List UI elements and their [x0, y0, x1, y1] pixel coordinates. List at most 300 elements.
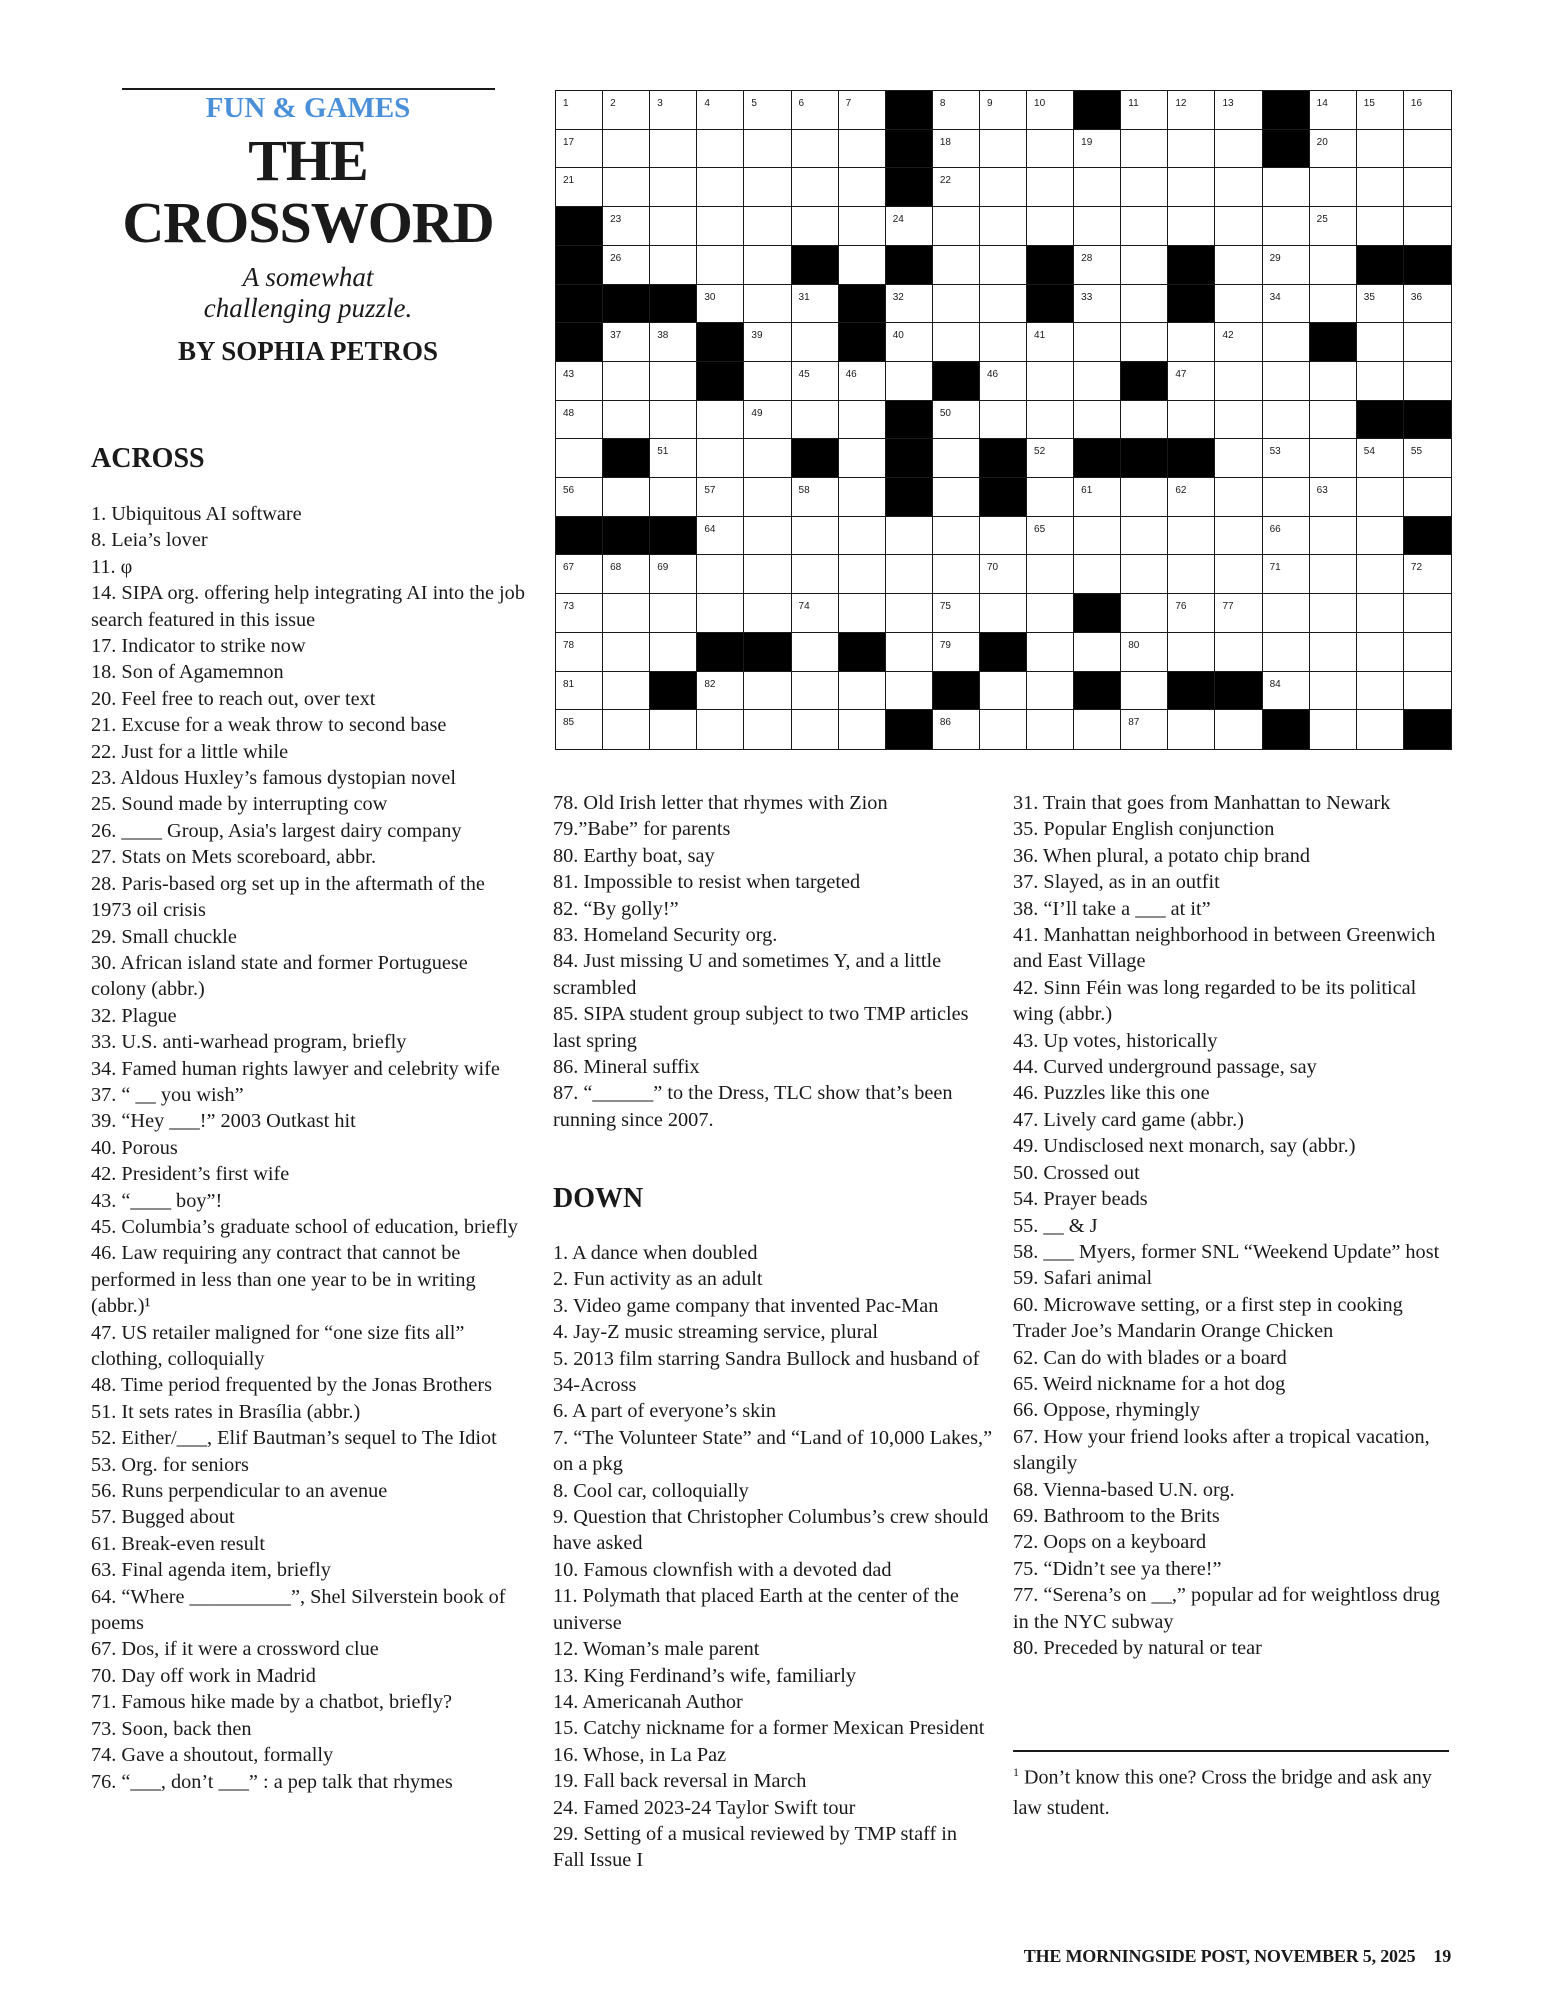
grid-cell[interactable] — [1357, 91, 1404, 130]
grid-cell[interactable] — [792, 207, 839, 246]
grid-cell[interactable] — [1357, 478, 1404, 517]
grid-cell[interactable] — [1357, 207, 1404, 246]
grid-cell[interactable] — [744, 439, 791, 478]
grid-cell[interactable] — [1074, 207, 1121, 246]
grid-cell[interactable] — [886, 672, 933, 711]
grid-cell[interactable] — [1074, 130, 1121, 169]
grid-cell[interactable] — [792, 517, 839, 556]
grid-cell[interactable] — [1168, 401, 1215, 440]
grid-cell[interactable] — [1263, 555, 1310, 594]
grid-cell[interactable] — [1357, 362, 1404, 401]
grid-cell[interactable] — [980, 555, 1027, 594]
grid-cell[interactable] — [1027, 672, 1074, 711]
grid-cell[interactable] — [1404, 439, 1451, 478]
cell-number: 20 — [1316, 136, 1328, 148]
grid-cell[interactable] — [1357, 594, 1404, 633]
grid-cell[interactable] — [650, 633, 697, 672]
grid-cell[interactable] — [744, 130, 791, 169]
grid-cell[interactable] — [744, 517, 791, 556]
grid-cell[interactable] — [1121, 478, 1168, 517]
grid-cell[interactable] — [1310, 439, 1357, 478]
grid-cell[interactable] — [556, 633, 603, 672]
grid-cell[interactable] — [1215, 91, 1262, 130]
grid-cell[interactable] — [980, 362, 1027, 401]
grid-block — [1404, 710, 1451, 749]
grid-cell[interactable] — [1027, 439, 1074, 478]
grid-cell[interactable] — [650, 710, 697, 749]
grid-cell[interactable] — [1310, 517, 1357, 556]
grid-cell[interactable] — [792, 478, 839, 517]
grid-cell[interactable] — [839, 401, 886, 440]
grid-cell[interactable] — [650, 401, 697, 440]
grid-cell[interactable] — [1404, 207, 1451, 246]
grid-cell[interactable] — [1168, 168, 1215, 207]
grid-cell[interactable] — [933, 401, 980, 440]
grid-cell[interactable] — [650, 246, 697, 285]
grid-cell[interactable] — [1357, 672, 1404, 711]
grid-cell[interactable] — [697, 710, 744, 749]
grid-cell[interactable] — [839, 130, 886, 169]
grid-cell[interactable] — [792, 168, 839, 207]
grid-cell[interactable] — [839, 246, 886, 285]
grid-cell[interactable] — [1027, 633, 1074, 672]
grid-cell[interactable] — [1263, 323, 1310, 362]
grid-cell[interactable] — [1263, 285, 1310, 324]
grid-cell[interactable] — [1215, 207, 1262, 246]
grid-cell[interactable] — [603, 323, 650, 362]
grid-cell[interactable] — [1168, 207, 1215, 246]
cell-number: 37 — [610, 330, 622, 342]
grid-cell[interactable] — [1357, 633, 1404, 672]
grid-cell[interactable] — [980, 401, 1027, 440]
grid-cell[interactable] — [839, 594, 886, 633]
grid-cell[interactable] — [1310, 285, 1357, 324]
grid-cell[interactable] — [1357, 323, 1404, 362]
grid-cell[interactable] — [1121, 672, 1168, 711]
grid-block — [1404, 401, 1451, 440]
grid-cell[interactable] — [980, 323, 1027, 362]
grid-cell[interactable] — [1310, 246, 1357, 285]
cell-number: 42 — [1222, 330, 1234, 342]
grid-cell[interactable] — [933, 555, 980, 594]
grid-cell[interactable] — [1121, 323, 1168, 362]
grid-cell[interactable] — [1168, 594, 1215, 633]
grid-cell[interactable] — [1027, 401, 1074, 440]
grid-cell[interactable] — [603, 168, 650, 207]
grid-cell[interactable] — [1168, 130, 1215, 169]
grid-cell[interactable] — [697, 517, 744, 556]
grid-cell[interactable] — [744, 710, 791, 749]
grid-cell[interactable] — [886, 633, 933, 672]
grid-cell[interactable] — [1215, 594, 1262, 633]
grid-cell[interactable] — [603, 401, 650, 440]
grid-cell[interactable] — [792, 401, 839, 440]
grid-cell[interactable] — [1263, 168, 1310, 207]
clue-item: 9. Question that Christopher Columbus’s crew should have asked — [553, 1506, 989, 1555]
clue-item: 67. Dos, if it were a crossword clue — [91, 1638, 379, 1661]
grid-cell[interactable] — [744, 285, 791, 324]
grid-cell[interactable] — [556, 439, 603, 478]
grid-cell[interactable] — [1215, 285, 1262, 324]
clue-item: 81. Impossible to resist when targeted — [553, 871, 861, 894]
grid-cell[interactable] — [886, 285, 933, 324]
grid-cell[interactable] — [697, 130, 744, 169]
grid-cell[interactable] — [1263, 439, 1310, 478]
grid-cell[interactable] — [1027, 555, 1074, 594]
grid-cell[interactable] — [1357, 517, 1404, 556]
grid-cell[interactable] — [1074, 478, 1121, 517]
grid-cell[interactable] — [933, 439, 980, 478]
grid-cell[interactable] — [1121, 246, 1168, 285]
grid-cell[interactable] — [1027, 710, 1074, 749]
crossword-grid[interactable] — [555, 90, 1452, 750]
grid-block — [1168, 439, 1215, 478]
grid-cell[interactable] — [886, 323, 933, 362]
down-clues-column-3 — [1013, 790, 1453, 1661]
clue-item: 57. Bugged about — [91, 1506, 235, 1529]
grid-cell[interactable] — [839, 91, 886, 130]
grid-cell[interactable] — [933, 91, 980, 130]
grid-cell[interactable] — [1121, 168, 1168, 207]
page-title — [100, 130, 516, 254]
grid-cell[interactable] — [1215, 439, 1262, 478]
cell-number: 56 — [563, 485, 575, 497]
grid-cell[interactable] — [1215, 246, 1262, 285]
grid-cell[interactable] — [1357, 130, 1404, 169]
grid-cell[interactable] — [697, 285, 744, 324]
grid-cell[interactable] — [1027, 91, 1074, 130]
clue-item: 68. Vienna-based U.N. org. — [1013, 1478, 1235, 1501]
grid-cell[interactable] — [1404, 555, 1451, 594]
grid-cell[interactable] — [1357, 439, 1404, 478]
grid-cell[interactable] — [1168, 710, 1215, 749]
grid-cell[interactable] — [650, 594, 697, 633]
grid-cell[interactable] — [839, 478, 886, 517]
grid-cell[interactable] — [886, 517, 933, 556]
grid-cell[interactable] — [744, 555, 791, 594]
grid-cell[interactable] — [1168, 555, 1215, 594]
grid-cell[interactable] — [556, 91, 603, 130]
grid-cell[interactable] — [980, 517, 1027, 556]
grid-cell[interactable] — [1310, 594, 1357, 633]
grid-cell[interactable] — [1121, 285, 1168, 324]
grid-cell[interactable] — [603, 555, 650, 594]
grid-cell[interactable] — [933, 517, 980, 556]
grid-cell[interactable] — [1310, 207, 1357, 246]
grid-cell[interactable] — [744, 672, 791, 711]
grid-cell[interactable] — [1310, 91, 1357, 130]
grid-cell[interactable] — [603, 478, 650, 517]
grid-cell[interactable] — [697, 478, 744, 517]
grid-cell[interactable] — [1121, 130, 1168, 169]
grid-cell[interactable] — [792, 555, 839, 594]
grid-cell[interactable] — [1215, 633, 1262, 672]
grid-cell[interactable] — [1404, 672, 1451, 711]
cell-number: 11 — [1128, 98, 1139, 109]
grid-cell[interactable] — [933, 478, 980, 517]
grid-cell[interactable] — [650, 130, 697, 169]
grid-block — [1263, 130, 1310, 169]
grid-cell[interactable] — [697, 555, 744, 594]
grid-cell[interactable] — [1121, 401, 1168, 440]
grid-cell[interactable] — [1074, 168, 1121, 207]
grid-cell[interactable] — [744, 401, 791, 440]
grid-cell[interactable] — [1027, 130, 1074, 169]
grid-cell[interactable] — [1074, 555, 1121, 594]
grid-cell[interactable] — [650, 439, 697, 478]
grid-cell[interactable] — [980, 168, 1027, 207]
grid-cell[interactable] — [980, 285, 1027, 324]
grid-cell[interactable] — [839, 555, 886, 594]
grid-cell[interactable] — [1215, 401, 1262, 440]
grid-cell[interactable] — [603, 710, 650, 749]
grid-cell[interactable] — [1027, 207, 1074, 246]
grid-cell[interactable] — [603, 246, 650, 285]
grid-cell[interactable] — [1027, 323, 1074, 362]
grid-cell[interactable] — [650, 362, 697, 401]
grid-cell[interactable] — [1357, 285, 1404, 324]
grid-cell[interactable] — [1263, 362, 1310, 401]
grid-cell[interactable] — [1074, 633, 1121, 672]
grid-cell[interactable] — [603, 672, 650, 711]
grid-cell[interactable] — [556, 168, 603, 207]
grid-cell[interactable] — [697, 91, 744, 130]
grid-cell[interactable] — [1263, 478, 1310, 517]
grid-cell[interactable] — [1121, 633, 1168, 672]
grid-cell[interactable] — [697, 246, 744, 285]
grid-cell[interactable] — [650, 323, 697, 362]
grid-cell[interactable] — [933, 285, 980, 324]
grid-cell[interactable] — [1310, 401, 1357, 440]
grid-cell[interactable] — [744, 594, 791, 633]
grid-cell[interactable] — [1027, 594, 1074, 633]
grid-cell[interactable] — [744, 168, 791, 207]
grid-cell[interactable] — [933, 168, 980, 207]
grid-cell[interactable] — [556, 710, 603, 749]
grid-cell[interactable] — [603, 633, 650, 672]
grid-cell[interactable] — [980, 246, 1027, 285]
grid-cell[interactable] — [1121, 594, 1168, 633]
grid-cell[interactable] — [744, 246, 791, 285]
grid-cell[interactable] — [886, 594, 933, 633]
grid-cell[interactable] — [1310, 130, 1357, 169]
grid-cell[interactable] — [980, 207, 1027, 246]
grid-cell[interactable] — [1263, 207, 1310, 246]
grid-cell[interactable] — [1404, 362, 1451, 401]
grid-cell[interactable] — [603, 91, 650, 130]
grid-cell[interactable] — [1404, 285, 1451, 324]
grid-cell[interactable] — [1263, 401, 1310, 440]
grid-cell[interactable] — [1215, 130, 1262, 169]
grid-cell[interactable] — [1215, 323, 1262, 362]
grid-cell[interactable] — [933, 594, 980, 633]
grid-cell[interactable] — [1310, 362, 1357, 401]
grid-cell[interactable] — [603, 594, 650, 633]
grid-cell[interactable] — [792, 672, 839, 711]
grid-cell[interactable] — [1263, 246, 1310, 285]
grid-cell[interactable] — [1121, 207, 1168, 246]
grid-cell[interactable] — [1074, 323, 1121, 362]
grid-cell[interactable] — [697, 207, 744, 246]
grid-cell[interactable] — [1263, 594, 1310, 633]
cell-number: 43 — [563, 368, 575, 380]
grid-cell[interactable] — [792, 710, 839, 749]
grid-cell[interactable] — [1310, 478, 1357, 517]
grid-cell[interactable] — [1310, 672, 1357, 711]
grid-cell[interactable] — [1121, 517, 1168, 556]
grid-cell[interactable] — [1121, 710, 1168, 749]
grid-cell[interactable] — [697, 594, 744, 633]
grid-cell[interactable] — [1074, 517, 1121, 556]
grid-cell[interactable] — [933, 130, 980, 169]
grid-cell[interactable] — [1074, 285, 1121, 324]
grid-cell[interactable] — [1215, 517, 1262, 556]
grid-cell[interactable] — [1404, 633, 1451, 672]
grid-cell[interactable] — [556, 478, 603, 517]
grid-cell[interactable] — [980, 710, 1027, 749]
grid-cell[interactable] — [603, 207, 650, 246]
grid-cell[interactable] — [1168, 478, 1215, 517]
grid-cell[interactable] — [1404, 478, 1451, 517]
grid-cell[interactable] — [1404, 323, 1451, 362]
grid-cell[interactable] — [839, 168, 886, 207]
grid-cell[interactable] — [839, 672, 886, 711]
grid-cell[interactable] — [792, 594, 839, 633]
grid-cell[interactable] — [1310, 710, 1357, 749]
clue-item: 49. Undisclosed next monarch, say (abbr.) — [1013, 1135, 1356, 1158]
grid-cell[interactable] — [933, 207, 980, 246]
grid-cell[interactable] — [1168, 323, 1215, 362]
grid-cell[interactable] — [1357, 168, 1404, 207]
grid-cell[interactable] — [697, 439, 744, 478]
grid-cell[interactable] — [1027, 362, 1074, 401]
grid-cell[interactable] — [1357, 555, 1404, 594]
grid-cell[interactable] — [933, 633, 980, 672]
page-number: 19 — [1433, 1946, 1451, 1966]
grid-cell[interactable] — [1121, 91, 1168, 130]
grid-cell[interactable] — [792, 323, 839, 362]
grid-cell[interactable] — [1215, 710, 1262, 749]
grid-cell[interactable] — [697, 672, 744, 711]
grid-cell[interactable] — [603, 130, 650, 169]
grid-cell[interactable] — [1404, 594, 1451, 633]
cell-number: 48 — [563, 407, 575, 419]
grid-cell[interactable] — [697, 168, 744, 207]
grid-cell[interactable] — [792, 633, 839, 672]
grid-cell[interactable] — [1074, 401, 1121, 440]
grid-cell[interactable] — [744, 478, 791, 517]
grid-cell[interactable] — [792, 285, 839, 324]
grid-block — [556, 517, 603, 556]
cell-number: 32 — [892, 291, 904, 303]
grid-cell[interactable] — [1404, 130, 1451, 169]
grid-cell[interactable] — [744, 91, 791, 130]
clue-item: 17. Indicator to strike now — [91, 635, 306, 658]
grid-cell[interactable] — [650, 207, 697, 246]
grid-cell[interactable] — [1263, 633, 1310, 672]
grid-cell[interactable] — [839, 362, 886, 401]
grid-cell[interactable] — [933, 323, 980, 362]
grid-cell[interactable] — [556, 362, 603, 401]
grid-cell[interactable] — [556, 594, 603, 633]
grid-cell[interactable] — [1215, 555, 1262, 594]
grid-cell[interactable] — [886, 362, 933, 401]
clue-item: 55. __ & J — [1013, 1214, 1098, 1237]
grid-cell[interactable] — [1357, 710, 1404, 749]
grid-cell[interactable] — [650, 478, 697, 517]
clue-item: 87. “______” to the Dress, TLC show that’s been running since 2007. — [553, 1082, 953, 1131]
grid-cell[interactable] — [1215, 168, 1262, 207]
cell-number: 29 — [1269, 252, 1281, 264]
grid-cell[interactable] — [886, 207, 933, 246]
grid-cell[interactable] — [1404, 91, 1451, 130]
grid-cell[interactable] — [1074, 710, 1121, 749]
grid-cell[interactable] — [933, 710, 980, 749]
grid-cell[interactable] — [980, 672, 1027, 711]
grid-cell[interactable] — [886, 555, 933, 594]
grid-block — [697, 323, 744, 362]
grid-cell[interactable] — [980, 594, 1027, 633]
grid-cell[interactable] — [1121, 555, 1168, 594]
grid-cell[interactable] — [650, 91, 697, 130]
grid-cell[interactable] — [556, 401, 603, 440]
grid-cell[interactable] — [650, 555, 697, 594]
grid-cell[interactable] — [1027, 168, 1074, 207]
grid-cell[interactable] — [1027, 517, 1074, 556]
grid-cell[interactable] — [792, 130, 839, 169]
grid-cell[interactable] — [839, 517, 886, 556]
grid-cell[interactable] — [1310, 168, 1357, 207]
grid-cell[interactable] — [792, 362, 839, 401]
grid-cell[interactable] — [1310, 633, 1357, 672]
grid-cell[interactable] — [556, 672, 603, 711]
grid-cell[interactable] — [744, 207, 791, 246]
grid-cell[interactable] — [1168, 517, 1215, 556]
grid-cell[interactable] — [1074, 246, 1121, 285]
grid-cell[interactable] — [1310, 555, 1357, 594]
clue-item: 73. Soon, back then — [91, 1717, 252, 1740]
clue-item: 79.”Babe” for parents — [553, 818, 731, 841]
clue-item: 30. African island state and former Portuguese colony (abbr.) — [91, 951, 468, 1001]
grid-cell[interactable] — [1404, 168, 1451, 207]
grid-cell[interactable] — [556, 555, 603, 594]
grid-cell[interactable] — [1263, 517, 1310, 556]
clue-item: 38. “I’ll take a ___ at it” — [1013, 897, 1211, 920]
clue-item: 19. Fall back reversal in March — [553, 1770, 807, 1793]
grid-cell[interactable] — [1215, 478, 1262, 517]
grid-cell[interactable] — [839, 439, 886, 478]
grid-cell[interactable] — [1168, 91, 1215, 130]
grid-cell[interactable] — [1074, 362, 1121, 401]
grid-cell[interactable] — [839, 207, 886, 246]
grid-cell[interactable] — [792, 91, 839, 130]
grid-cell[interactable] — [1263, 672, 1310, 711]
grid-cell[interactable] — [744, 362, 791, 401]
grid-cell[interactable] — [1215, 362, 1262, 401]
grid-cell[interactable] — [650, 168, 697, 207]
grid-cell[interactable] — [603, 362, 650, 401]
grid-cell[interactable] — [839, 710, 886, 749]
grid-cell[interactable] — [697, 401, 744, 440]
grid-cell[interactable] — [744, 323, 791, 362]
grid-cell[interactable] — [1027, 478, 1074, 517]
grid-cell[interactable] — [933, 246, 980, 285]
grid-cell[interactable] — [980, 130, 1027, 169]
grid-cell[interactable] — [1168, 633, 1215, 672]
grid-cell[interactable] — [1168, 362, 1215, 401]
grid-cell[interactable] — [980, 91, 1027, 130]
grid-cell[interactable] — [556, 130, 603, 169]
